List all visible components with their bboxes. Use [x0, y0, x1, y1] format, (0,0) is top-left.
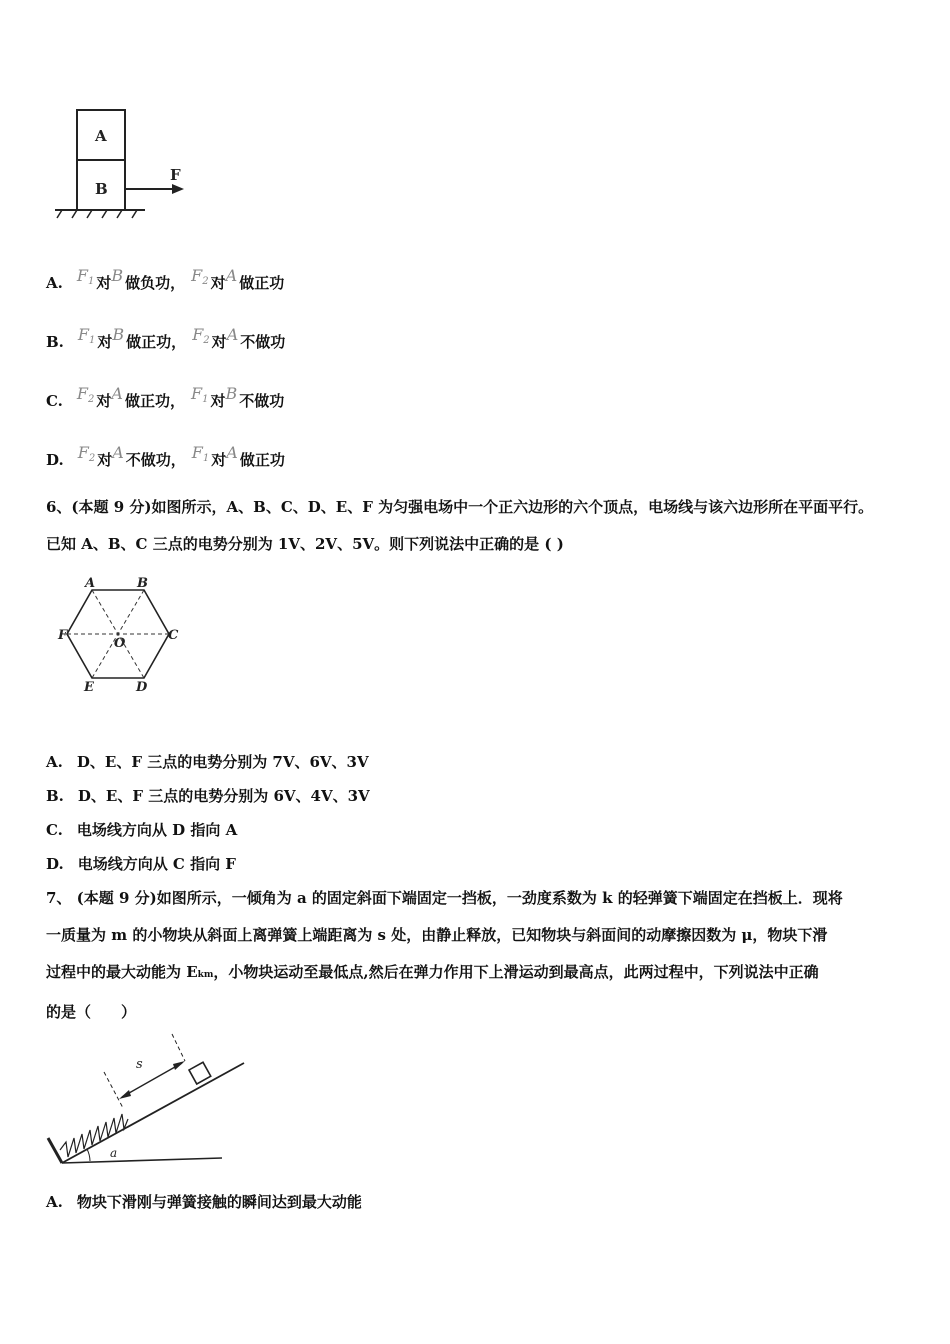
force-subscript: 1 — [202, 453, 210, 464]
distance-label: s — [136, 1057, 143, 1072]
spring — [60, 1114, 128, 1157]
center-o-label: O — [114, 636, 126, 651]
option-text: 电场线方向从 C 指向 F — [77, 855, 236, 873]
dashed-marker-bottom — [104, 1072, 123, 1108]
option-letter: A. — [46, 274, 63, 292]
option-letter: C. — [46, 821, 63, 839]
q5-option-c[interactable] — [46, 384, 285, 418]
q7-stem-line-1: 7、 (本题 9 分)如图所示，一倾角为 a 的固定斜面下端固定一挡板，一劲度系数为 k 的轻弹簧下端固定在挡板上．现将 — [46, 889, 843, 907]
hexagon-figure — [55, 575, 190, 695]
option-text: 物块下滑刚与弹簧接触的瞬间达到最大动能 — [76, 1193, 362, 1211]
option-letter: D. — [46, 855, 64, 873]
block — [189, 1062, 211, 1084]
target-symbol: B — [111, 266, 124, 285]
option-text: 不做功， — [125, 451, 186, 469]
option-text: D、E、F 三点的电势分别为 6V、4V、3V — [77, 787, 370, 805]
dashed-marker-top — [172, 1034, 185, 1061]
option-text: 做正功， — [124, 392, 185, 410]
force-subscript: 1 — [87, 276, 95, 287]
target-symbol: A — [112, 443, 124, 462]
force-subscript: 2 — [88, 453, 96, 464]
q5-option-b[interactable] — [46, 325, 286, 359]
vertex-e-label: E — [84, 680, 94, 695]
target-symbol: B — [225, 384, 238, 403]
option-text: 做正功 — [239, 451, 285, 469]
option-text: 电场线方向从 D 指向 A — [76, 821, 238, 839]
vertex-a-label: A — [85, 576, 96, 591]
vertex-f-label: F — [58, 628, 68, 643]
force-subscript: 2 — [202, 276, 209, 287]
vertex-c-label: C — [168, 628, 179, 643]
option-letter: C. — [46, 392, 63, 410]
angle-arc — [87, 1149, 90, 1161]
incline-figure — [44, 1030, 249, 1170]
q6-option-a[interactable] — [46, 751, 369, 773]
q6-option-d[interactable] — [46, 853, 236, 875]
option-letter: B. — [46, 333, 64, 351]
q7-stem — [46, 880, 916, 1031]
force-subscript: 2 — [203, 335, 210, 346]
target-symbol: A — [225, 266, 238, 285]
option-text: 对 — [96, 392, 112, 410]
q7-stem-line-3 — [46, 954, 916, 994]
blocks-figure — [50, 105, 200, 225]
ground-hatching — [57, 210, 137, 218]
force-symbol: F — [190, 384, 203, 403]
force-arrowhead — [172, 184, 184, 194]
ek-subscript: km — [197, 970, 214, 980]
stem-text: 过程中的最大动能为 E — [46, 963, 198, 981]
q5-option-a[interactable] — [46, 266, 285, 300]
q7-stem-line-4: 的是（ ） — [46, 1003, 137, 1021]
arrowhead-down — [119, 1090, 131, 1099]
distance-arrow — [122, 1063, 182, 1097]
option-text: 做正功 — [239, 274, 285, 292]
force-symbol: F — [191, 443, 203, 462]
force-label: F — [170, 166, 181, 184]
option-text: 做负功， — [125, 274, 186, 292]
force-symbol: F — [76, 384, 89, 403]
vertex-b-label: B — [137, 576, 148, 591]
force-symbol: F — [76, 266, 88, 285]
option-text: 对 — [210, 274, 226, 292]
arrowhead-up — [173, 1061, 185, 1070]
target-symbol: A — [226, 325, 239, 344]
force-symbol: F — [77, 325, 90, 344]
option-text: 不做功 — [240, 333, 286, 351]
hexagon-diagonals — [67, 590, 169, 678]
q7-option-a[interactable] — [46, 1191, 362, 1213]
force-symbol: F — [77, 443, 89, 462]
option-text: 对 — [97, 333, 113, 351]
option-text: 对 — [211, 451, 227, 469]
q7-stem-line-2: 一质量为 m 的小物块从斜面上离弹簧上端距离为 s 处，由静止释放，已知物块与斜面间的动摩擦因数为 μ，物块下滑 — [46, 926, 828, 944]
force-subscript: 1 — [89, 335, 96, 346]
force-symbol: F — [191, 266, 203, 285]
option-text: D、E、F 三点的电势分别为 7V、6V、3V — [76, 753, 369, 771]
incline-surface — [62, 1063, 244, 1163]
option-text: 不做功 — [239, 392, 285, 410]
force-symbol: F — [192, 325, 204, 344]
option-text: 对 — [210, 392, 226, 410]
option-letter: A. — [46, 1193, 63, 1211]
stem-text: ，小物块运动至最低点,然后在弹力作用下上滑运动到最高点，此两过程中，下列说法中正确 — [213, 963, 819, 981]
force-subscript: 2 — [88, 394, 95, 405]
block-b-label: B — [95, 180, 108, 198]
q6-stem-line-1: 6、(本题 9 分)如图所示，A、B、C、D、E、F 为匀强电场中一个正六边形的六个顶点，电场线与该六边形所在平面平行。 — [46, 498, 874, 516]
option-text: 做正功， — [126, 333, 187, 351]
q5-option-d[interactable] — [46, 443, 285, 477]
base-line — [62, 1158, 222, 1163]
target-symbol: A — [111, 384, 123, 403]
force-subscript: 1 — [202, 394, 209, 405]
q6-option-c[interactable] — [46, 819, 237, 841]
angle-label: a — [110, 1146, 118, 1160]
q6-stem — [46, 489, 916, 563]
option-text: 对 — [96, 274, 112, 292]
option-text: 对 — [97, 451, 113, 469]
block-a-label: A — [95, 127, 107, 145]
q6-option-b[interactable] — [46, 785, 370, 807]
option-letter: D. — [46, 451, 64, 469]
option-text: 对 — [211, 333, 227, 351]
option-letter: B. — [46, 787, 64, 805]
q6-stem-line-2: 已知 A、B、C 三点的电势分别为 1V、2V、5V。则下列说法中正确的是 ( ) — [46, 535, 564, 553]
option-letter: A. — [46, 753, 63, 771]
vertex-d-label: D — [136, 680, 148, 695]
stop-plate — [48, 1138, 62, 1163]
target-symbol: B — [112, 325, 125, 344]
target-symbol: A — [226, 443, 238, 462]
